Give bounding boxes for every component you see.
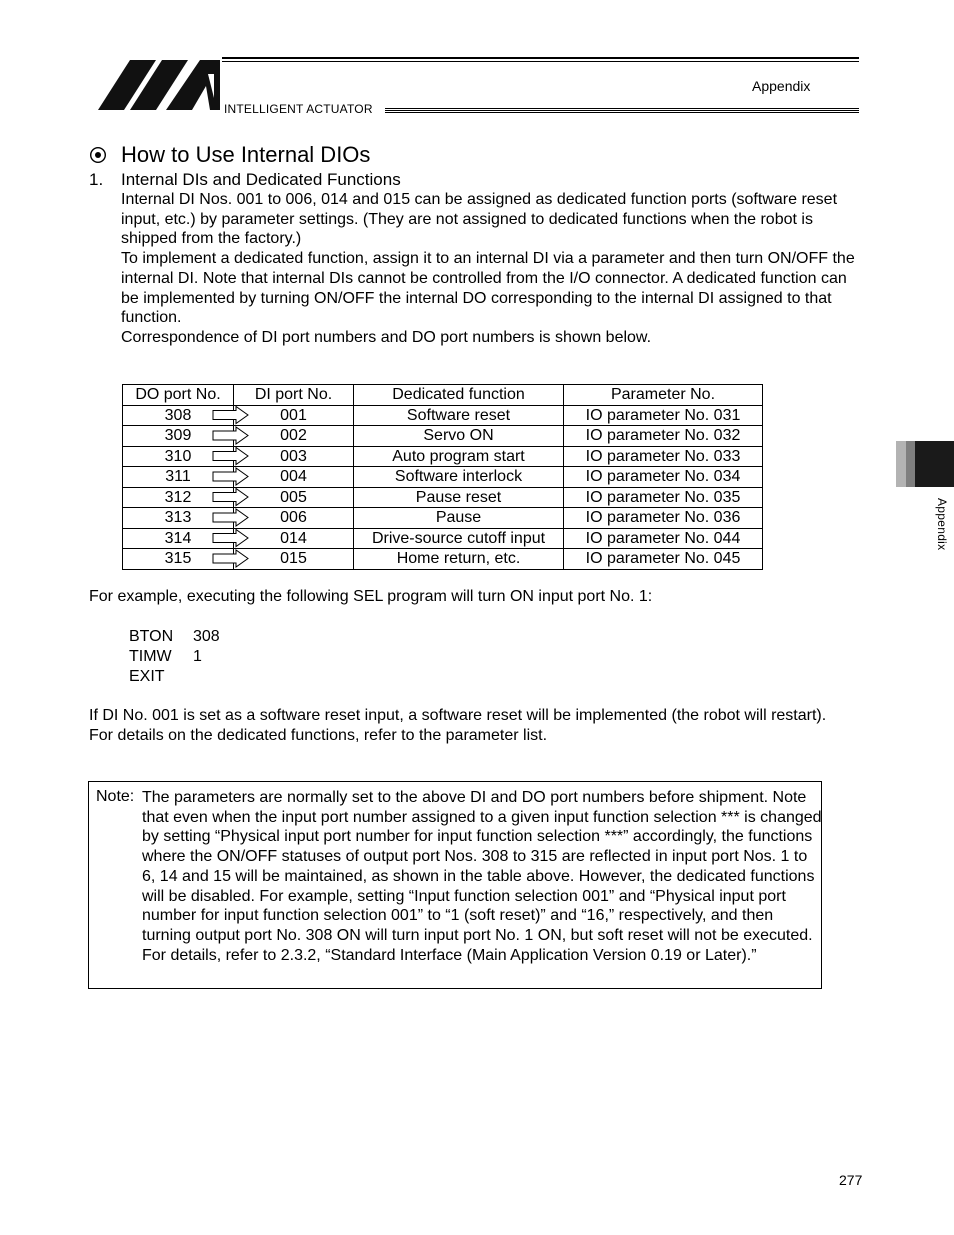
- code-command: TIMW: [129, 648, 172, 665]
- side-tab-label: Appendix: [935, 498, 949, 551]
- header-do-port: DO port No.: [123, 385, 234, 406]
- code-command: BTON: [129, 628, 174, 645]
- do-port-cell: 309: [123, 426, 234, 447]
- example-intro: For example, executing the following SEL program will turn ON input port No. 1:: [89, 588, 653, 605]
- di-port-cell: 001: [234, 405, 354, 426]
- do-port-cell: 314: [123, 528, 234, 549]
- brand-name: INTELLIGENT ACTUATOR: [224, 102, 373, 116]
- parameter-cell: IO parameter No. 031: [564, 405, 763, 426]
- di-port-cell: 003: [234, 446, 354, 467]
- di-port-cell: 014: [234, 528, 354, 549]
- iai-logo-icon: [96, 58, 220, 112]
- code-line: [129, 667, 220, 687]
- parameter-cell: IO parameter No. 045: [564, 549, 763, 570]
- parameter-cell: IO parameter No. 032: [564, 426, 763, 447]
- function-cell: Auto program start: [354, 446, 564, 467]
- di-port-cell: 015: [234, 549, 354, 570]
- function-cell: Software interlock: [354, 467, 564, 488]
- note-reference: For details, refer to 2.3.2, “Standard Interface (Main Application Version 0.19 or Later).”: [142, 946, 757, 964]
- do-port-cell: 310: [123, 446, 234, 467]
- header-rule-bottom: [385, 108, 859, 114]
- code-line: [129, 647, 220, 667]
- right-arrow-icon: [213, 407, 248, 424]
- function-cell: Servo ON: [354, 426, 564, 447]
- header-parameter-no: Parameter No.: [564, 385, 763, 406]
- example-explanation: If DI No. 001 is set as a software reset input, a software reset will be implemented (the robot will restart). For details on the dedicated functions, refer to the parameter list.: [89, 707, 827, 744]
- intro-paragraph: To implement a dedicated function, assign it to an internal DI via a parameter and then turn ON/OFF the internal DI. Note that internal DIs cannot be controlled from the I/O connector. A dedicated function can be implemented by turning ON/OFF the internal DO corresponding to the internal DI assigned to that function.: [121, 250, 855, 327]
- right-arrow-icon: [213, 550, 248, 567]
- function-cell: Home return, etc.: [354, 549, 564, 570]
- intro-paragraph: Internal DI Nos. 001 to 006, 014 and 015 can be assigned as dedicated function ports (software reset input, etc.) by parameter settings. (They are not assigned to dedicated functions when the robot is shipped from the factory.): [121, 191, 838, 248]
- do-port-cell: 311: [123, 467, 234, 488]
- do-port-cell: 315: [123, 549, 234, 570]
- sel-program-code: [129, 627, 220, 687]
- parameter-cell: IO parameter No. 035: [564, 487, 763, 508]
- note-label: Note:: [96, 788, 135, 805]
- code-line: [129, 627, 220, 647]
- do-port-cell: 308: [123, 405, 234, 426]
- right-arrow-icon: [213, 530, 248, 547]
- right-arrow-icon: [213, 489, 248, 506]
- page-number: 277: [839, 1172, 863, 1188]
- do-port-cell: 313: [123, 508, 234, 529]
- section-title: How to Use Internal DIOs: [121, 142, 371, 167]
- code-argument: 308: [193, 628, 220, 645]
- di-port-cell: 005: [234, 487, 354, 508]
- code-argument: 1: [193, 648, 202, 665]
- di-port-cell: 006: [234, 508, 354, 529]
- right-arrow-icon: [213, 509, 248, 526]
- right-arrow-icon: [213, 468, 248, 485]
- function-cell: Pause: [354, 508, 564, 529]
- function-cell: Drive-source cutoff input: [354, 528, 564, 549]
- code-command: EXIT: [129, 668, 165, 685]
- appendix-side-tab: [896, 441, 954, 487]
- note-body: The parameters are normally set to the above DI and DO port numbers before shipment. Note that even when the input port number assigned to a given input function selection *** is changed by setting “Physical input port number for input function selection ***” accordingly, the functions where the ON/OFF statuses of output port Nos. 308 to 315 are reflected in input port Nos. 1 to 6, 14 and 15 will be maintained, as shown in the table above. However, the dedicated functions will be disabled. For example, setting “Input function selection 001” and “Physical input port number for input function selection 001” to “1 (soft reset)” and “16,” respectively, and then turning output port No. 308 ON will turn input port No. 1 ON, but soft reset will not be executed.: [142, 789, 822, 944]
- do-port-cell: 312: [123, 487, 234, 508]
- right-arrow-icon: [213, 448, 248, 465]
- note-text: [142, 788, 822, 965]
- function-cell: Pause reset: [354, 487, 564, 508]
- subsection-title: Internal DIs and Dedicated Functions: [121, 170, 401, 189]
- target-circle-icon: [89, 146, 107, 164]
- intro-paragraph: Correspondence of DI port numbers and DO port numbers is shown below.: [121, 328, 652, 346]
- port-arrows: [210, 405, 254, 571]
- header-rule-top-thin: [222, 61, 859, 62]
- header-dedicated-function: Dedicated function: [354, 385, 564, 406]
- parameter-cell: IO parameter No. 036: [564, 508, 763, 529]
- di-port-cell: 002: [234, 426, 354, 447]
- function-cell: Software reset: [354, 405, 564, 426]
- header-rule-top: [222, 57, 859, 59]
- table-header-row: [123, 385, 763, 406]
- di-port-cell: 004: [234, 467, 354, 488]
- header-di-port: DI port No.: [234, 385, 354, 406]
- header-section-label: Appendix: [752, 78, 811, 94]
- parameter-cell: IO parameter No. 044: [564, 528, 763, 549]
- subsection-number: 1.: [89, 170, 104, 189]
- parameter-cell: IO parameter No. 033: [564, 446, 763, 467]
- parameter-cell: IO parameter No. 034: [564, 467, 763, 488]
- right-arrow-icon: [213, 427, 248, 444]
- intro-paragraphs: [121, 190, 861, 348]
